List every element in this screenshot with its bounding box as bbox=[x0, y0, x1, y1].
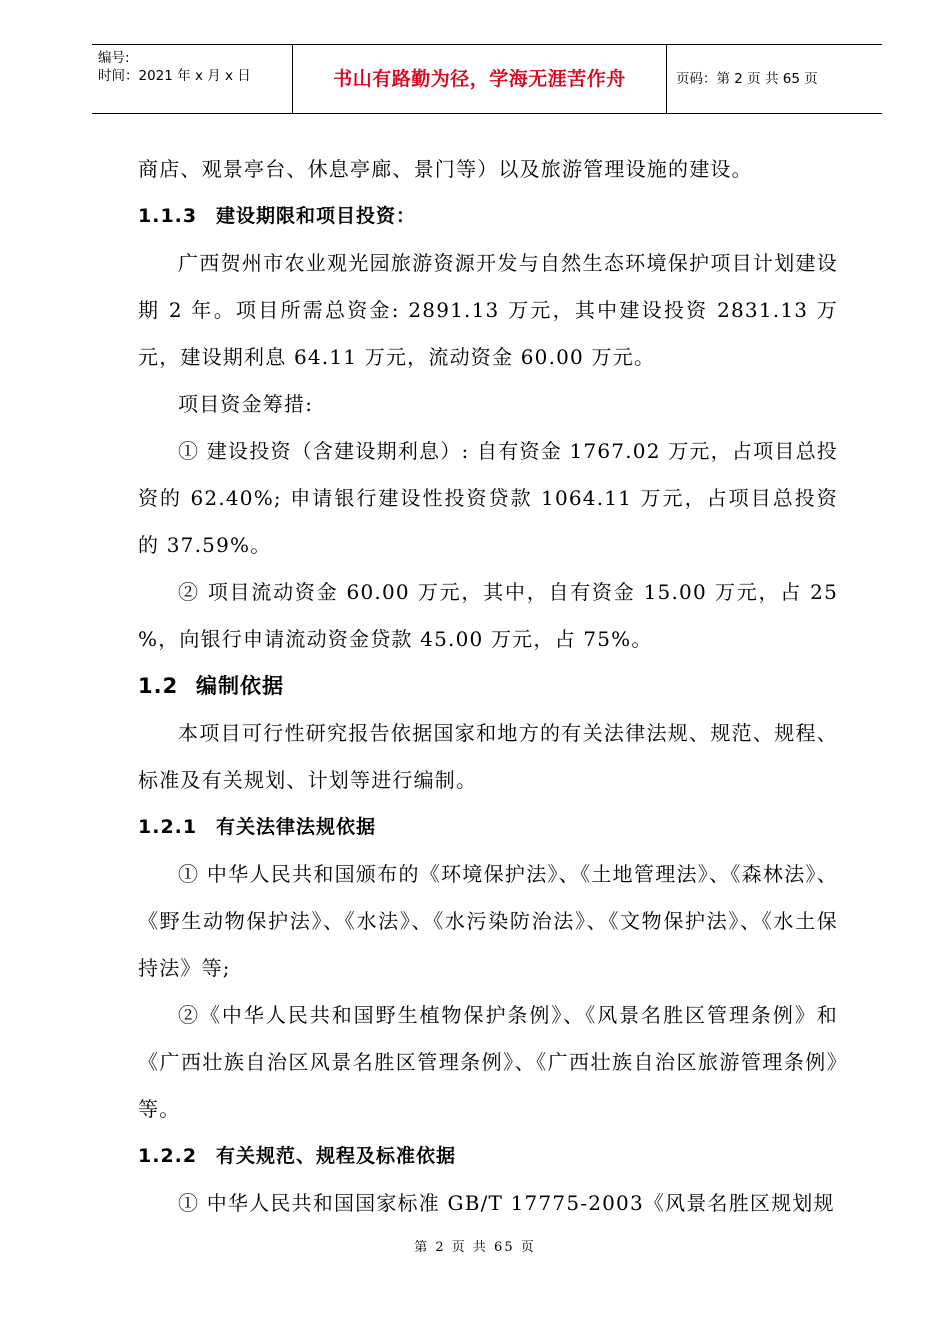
paragraph: 本项目可行性研究报告依据国家和地方的有关法律法规、规范、规程、标准及有关规划、计划等进行编制。 bbox=[138, 721, 838, 792]
document-date: 时间：2021 年 x 月 x 日 bbox=[98, 68, 251, 84]
section-number: 1.2.2 bbox=[138, 1145, 198, 1167]
section-number: 1.2 bbox=[138, 674, 179, 698]
paragraph: ① 中华人民共和国颁布的《环境保护法》、《土地管理法》、《森林法》、《野生动物保护法》、《水法》、《水污染防治法》、《文物保护法》、《水土保持法》等; bbox=[138, 862, 838, 980]
section-heading-1-2-1 bbox=[138, 804, 838, 851]
header-divider bbox=[666, 45, 667, 113]
section-title: 建设期限和项目投资： bbox=[216, 205, 417, 227]
section-title: 有关法律法规依据 bbox=[216, 816, 377, 838]
section-heading-1-1-3 bbox=[138, 193, 838, 240]
paragraph: ① 中华人民共和国国家标准 GB/T 17775-2003《风景名胜区规划规 bbox=[178, 1191, 835, 1215]
paragraph: ② 项目流动资金 60.00 万元，其中，自有资金 15.00 万元，占 25 %，向银行申请流动资金贷款 45.00 万元，占 75%。 bbox=[138, 580, 838, 651]
section-number: 1.1.3 bbox=[138, 205, 198, 227]
paragraph: 项目资金筹措: bbox=[178, 392, 314, 416]
paragraph: ②《中华人民共和国野生植物保护条例》、《风景名胜区管理条例》和《广西壮族自治区风景名胜区管理条例》、《广西壮族自治区旅游管理条例》等。 bbox=[138, 1003, 838, 1121]
section-title: 编制依据 bbox=[196, 674, 284, 698]
header-motto: 书山有路勤为径，学海无涯苦作舟 bbox=[333, 68, 626, 90]
section-heading-1-2-2 bbox=[138, 1133, 838, 1180]
section-number: 1.2.1 bbox=[138, 816, 198, 838]
paragraph: ① 建设投资（含建设期利息）: 自有资金 1767.02 万元，占项目总投资的 62.40%; 申请银行建设性投资贷款 1064.11 万元，占项目总投资的 37.59%。 bbox=[138, 439, 838, 557]
page-footer: 第 2 页 共 65 页 bbox=[414, 1240, 536, 1255]
paragraph: 商店、观景亭台、休息亭廊、景门等）以及旅游管理设施的建设。 bbox=[138, 157, 753, 181]
paragraph: 广西贺州市农业观光园旅游资源开发与自然生态环境保护项目计划建设期 2 年。项目所需总资金: 2891.13 万元，其中建设投资 2831.13 万元，建设期利息 64.11 万元，流动资金 60.00 万元。 bbox=[138, 251, 838, 369]
section-title: 有关规范、规程及标准依据 bbox=[216, 1145, 457, 1167]
document-number-label: 编号: bbox=[98, 50, 130, 66]
header-meta bbox=[98, 49, 288, 85]
page-header bbox=[92, 44, 882, 114]
header-page-info: 页码：第 2 页 共 65 页 bbox=[676, 71, 818, 87]
section-heading-1-2 bbox=[138, 663, 838, 710]
document-body bbox=[138, 146, 838, 1227]
